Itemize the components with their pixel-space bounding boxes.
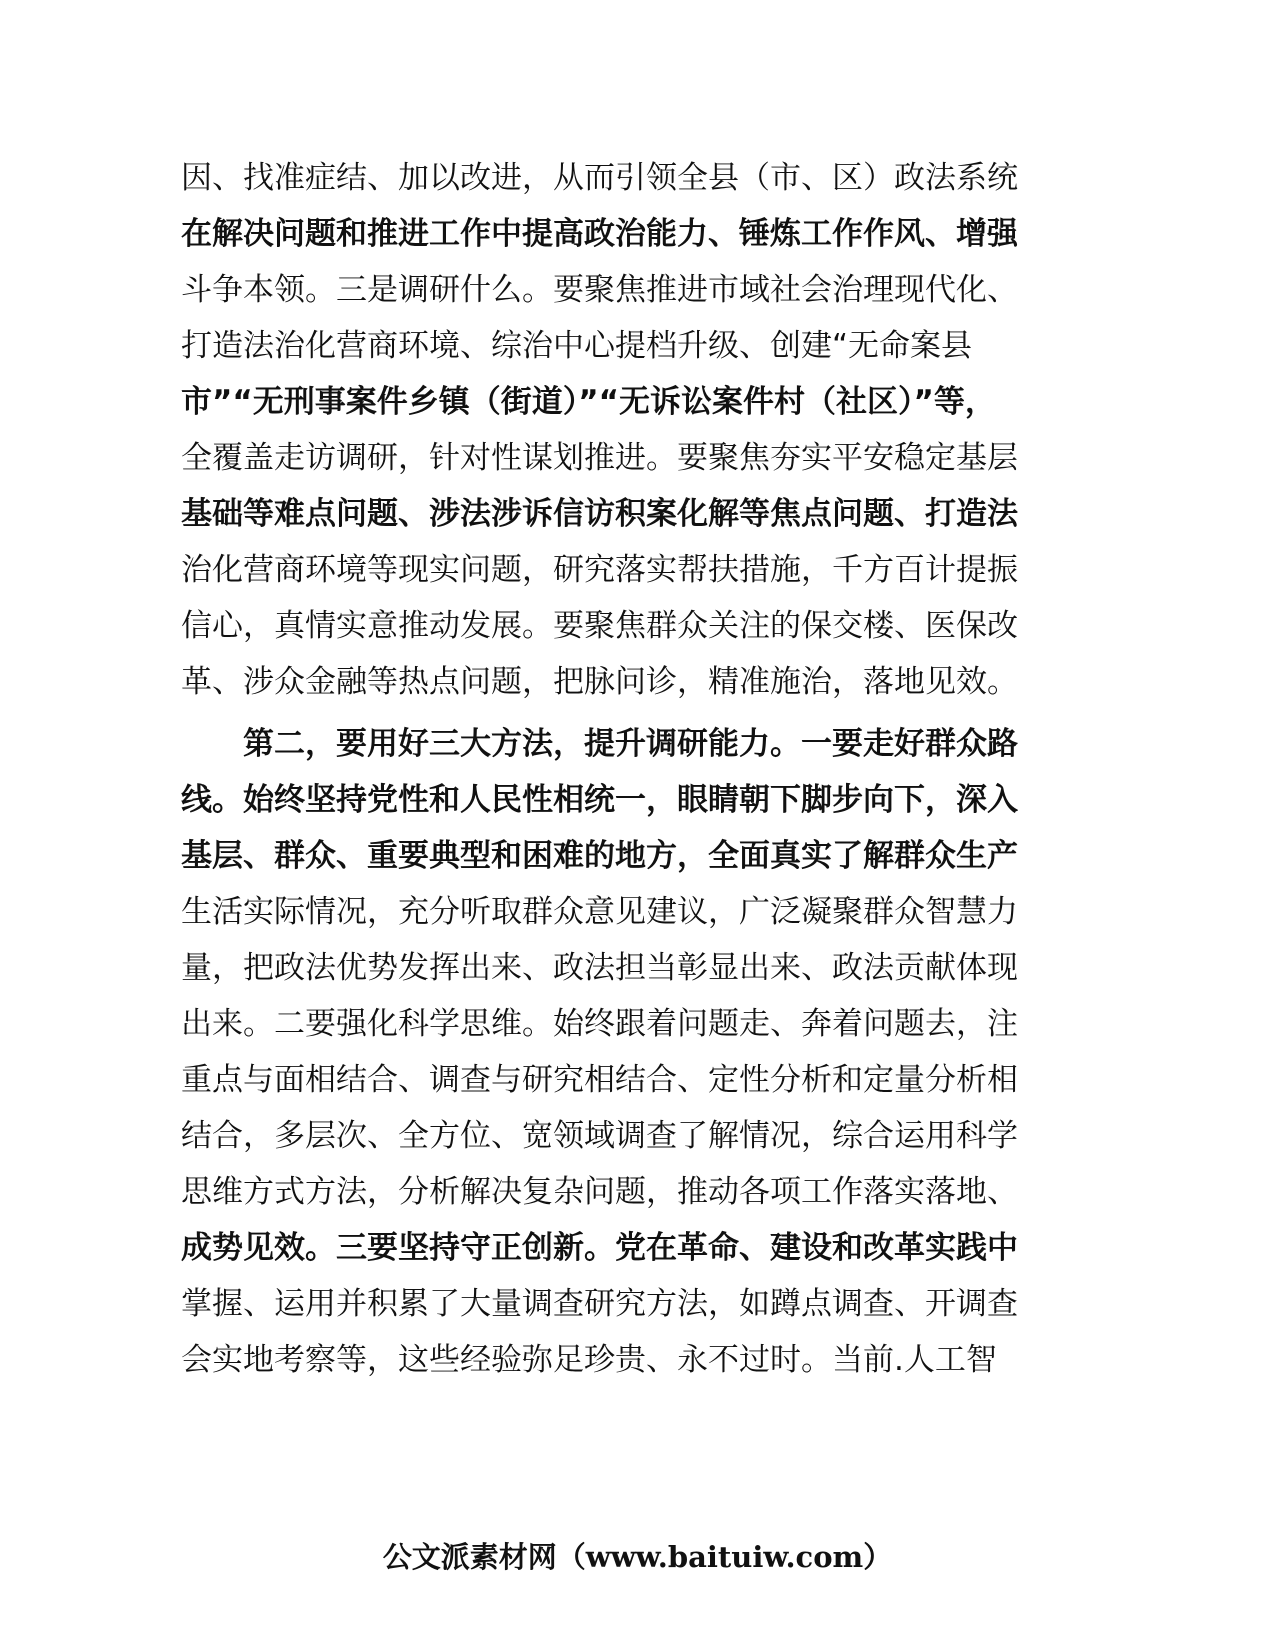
body-text-line: 出来。二要强化科学思维。始终跟着问题走、奔着问题去，注 <box>181 1006 1018 1042</box>
body-text-line: 在解决问题和推进工作中提高政治能力、锤炼工作作风、增强 <box>181 216 1018 252</box>
body-text-line: 因、找准症结、加以改进，从而引领全县（市、区）政法系统 <box>181 160 1018 196</box>
body-text-line: 线。始终坚持党性和人民性相统一，眼睛朝下脚步向下，深入 <box>181 782 1018 818</box>
body-text-line: 掌握、运用并积累了大量调查研究方法，如蹲点调查、开调查 <box>181 1286 1018 1322</box>
body-text-line: 量，把政法优势发挥出来、政法担当彰显出来、政法贡献体现 <box>181 950 1018 986</box>
body-text-line: 生活实际情况，充分听取群众意见建议，广泛凝聚群众智慧力 <box>181 894 1018 930</box>
body-text-line: 基础等难点问题、涉法涉诉信访积案化解等焦点问题、打造法 <box>181 496 1018 532</box>
body-text-line: 全覆盖走访调研，针对性谋划推进。要聚焦夯实平安稳定基层 <box>181 440 1018 476</box>
body-text-line: 革、涉众金融等热点问题，把脉问诊，精准施治，落地见效。 <box>181 664 1018 700</box>
body-text-line: 基层、群众、重要典型和困难的地方，全面真实了解群众生产 <box>181 838 1018 874</box>
paragraph-heading-line: 第二，要用好三大方法，提升调研能力。一要走好群众路 <box>181 726 1018 762</box>
body-text-line: 信心，真情实意推动发展。要聚焦群众关注的保交楼、医保改 <box>181 608 1018 644</box>
body-text-line: 斗争本领。三是调研什么。要聚焦推进市域社会治理现代化、 <box>181 272 1018 308</box>
body-text-line: 打造法治化营商环境、综治中心提档升级、创建“无命案县 <box>181 328 973 364</box>
footer-watermark-text: 公文派素材网（www.baituiw.com） <box>382 1540 893 1574</box>
body-text-line: 治化营商环境等现实问题，研究落实帮扶措施，千方百计提振 <box>181 552 1018 588</box>
body-text-line: 重点与面相结合、调查与研究相结合、定性分析和定量分析相 <box>181 1062 1018 1098</box>
body-text-line: 思维方式方法，分析解决复杂问题，推动各项工作落实落地、 <box>181 1174 1018 1210</box>
body-text-line: 成势见效。三要坚持守正创新。党在革命、建设和改革实践中 <box>181 1230 1018 1266</box>
body-text-line: 结合，多层次、全方位、宽领域调查了解情况，综合运用科学 <box>181 1118 1018 1154</box>
body-text-line: 会实地考察等，这些经验弥足珍贵、永不过时。当前.人工智 <box>181 1342 997 1378</box>
body-text-line: 市”“无刑事案件乡镇（街道）”“无诉讼案件村（社区）”等， <box>181 384 996 420</box>
